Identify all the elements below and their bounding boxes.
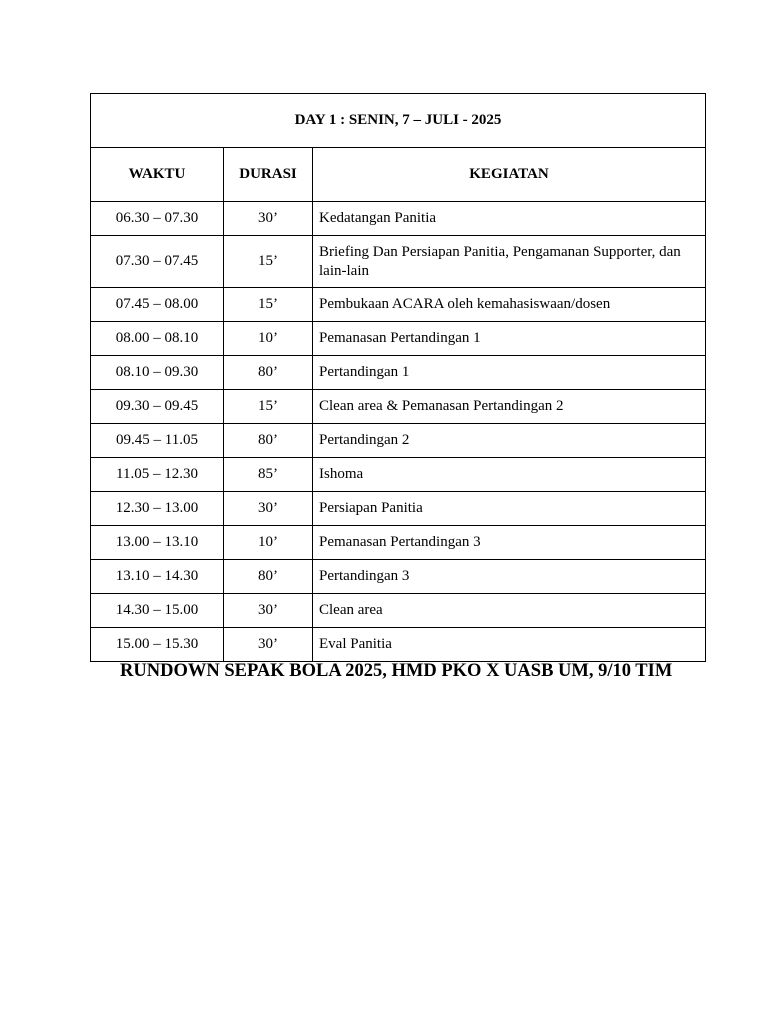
- activity-cell: Eval Panitia: [313, 628, 706, 662]
- activity-cell: Pemanasan Pertandingan 3: [313, 526, 706, 560]
- activity-cell: Pemanasan Pertandingan 1: [313, 322, 706, 356]
- duration-cell: 15’: [224, 390, 313, 424]
- table-row: [91, 390, 706, 424]
- table-row: [91, 356, 706, 390]
- time-cell: 08.00 – 08.10: [91, 322, 224, 356]
- activity-cell: Pertandingan 1: [313, 356, 706, 390]
- table-row: [91, 424, 706, 458]
- duration-cell: 30’: [224, 628, 313, 662]
- document-title: RUNDOWN SEPAK BOLA 2025, HMD PKO X UASB UM, 9/10 TIM: [120, 661, 673, 681]
- time-cell: 11.05 – 12.30: [91, 458, 224, 492]
- time-cell: 14.30 – 15.00: [91, 594, 224, 628]
- activity-cell: Pertandingan 2: [313, 424, 706, 458]
- duration-cell: 30’: [224, 594, 313, 628]
- table-row: [91, 492, 706, 526]
- duration-cell: 30’: [224, 492, 313, 526]
- time-cell: 12.30 – 13.00: [91, 492, 224, 526]
- time-cell: 13.10 – 14.30: [91, 560, 224, 594]
- table-row: [91, 202, 706, 236]
- time-cell: 06.30 – 07.30: [91, 202, 224, 236]
- duration-cell: 85’: [224, 458, 313, 492]
- duration-cell: 10’: [224, 526, 313, 560]
- activity-cell: Clean area & Pemanasan Pertandingan 2: [313, 390, 706, 424]
- header-duration: DURASI: [224, 148, 313, 202]
- time-cell: 15.00 – 15.30: [91, 628, 224, 662]
- duration-cell: 80’: [224, 356, 313, 390]
- time-cell: 07.45 – 08.00: [91, 288, 224, 322]
- rundown-table-body: [91, 94, 706, 662]
- duration-cell: 10’: [224, 322, 313, 356]
- table-row: [91, 628, 706, 662]
- activity-cell: Kedatangan Panitia: [313, 202, 706, 236]
- header-activity: KEGIATAN: [313, 148, 706, 202]
- duration-cell: 15’: [224, 236, 313, 288]
- time-cell: 09.45 – 11.05: [91, 424, 224, 458]
- activity-cell: Ishoma: [313, 458, 706, 492]
- activity-cell: Persiapan Panitia: [313, 492, 706, 526]
- header-time: WAKTU: [91, 148, 224, 202]
- table-row: [91, 560, 706, 594]
- table-row: [91, 236, 706, 288]
- time-cell: 07.30 – 07.45: [91, 236, 224, 288]
- duration-cell: 80’: [224, 424, 313, 458]
- activity-cell: Clean area: [313, 594, 706, 628]
- rundown-table: [90, 93, 706, 662]
- activity-cell: Pertandingan 3: [313, 560, 706, 594]
- time-cell: 09.30 – 09.45: [91, 390, 224, 424]
- header-row: [91, 148, 706, 202]
- activity-cell: Briefing Dan Persiapan Panitia, Pengamanan Supporter, dan lain-lain: [313, 236, 706, 288]
- table-row: [91, 288, 706, 322]
- activity-cell: Pembukaan ACARA oleh kemahasiswaan/dosen: [313, 288, 706, 322]
- table-row: [91, 594, 706, 628]
- duration-cell: 30’: [224, 202, 313, 236]
- duration-cell: 80’: [224, 560, 313, 594]
- day-title: DAY 1 : SENIN, 7 – JULI - 2025: [91, 94, 706, 148]
- table-row: [91, 458, 706, 492]
- duration-cell: 15’: [224, 288, 313, 322]
- time-cell: 08.10 – 09.30: [91, 356, 224, 390]
- table-row: [91, 526, 706, 560]
- table-row: [91, 322, 706, 356]
- time-cell: 13.00 – 13.10: [91, 526, 224, 560]
- day-title-row: [91, 94, 706, 148]
